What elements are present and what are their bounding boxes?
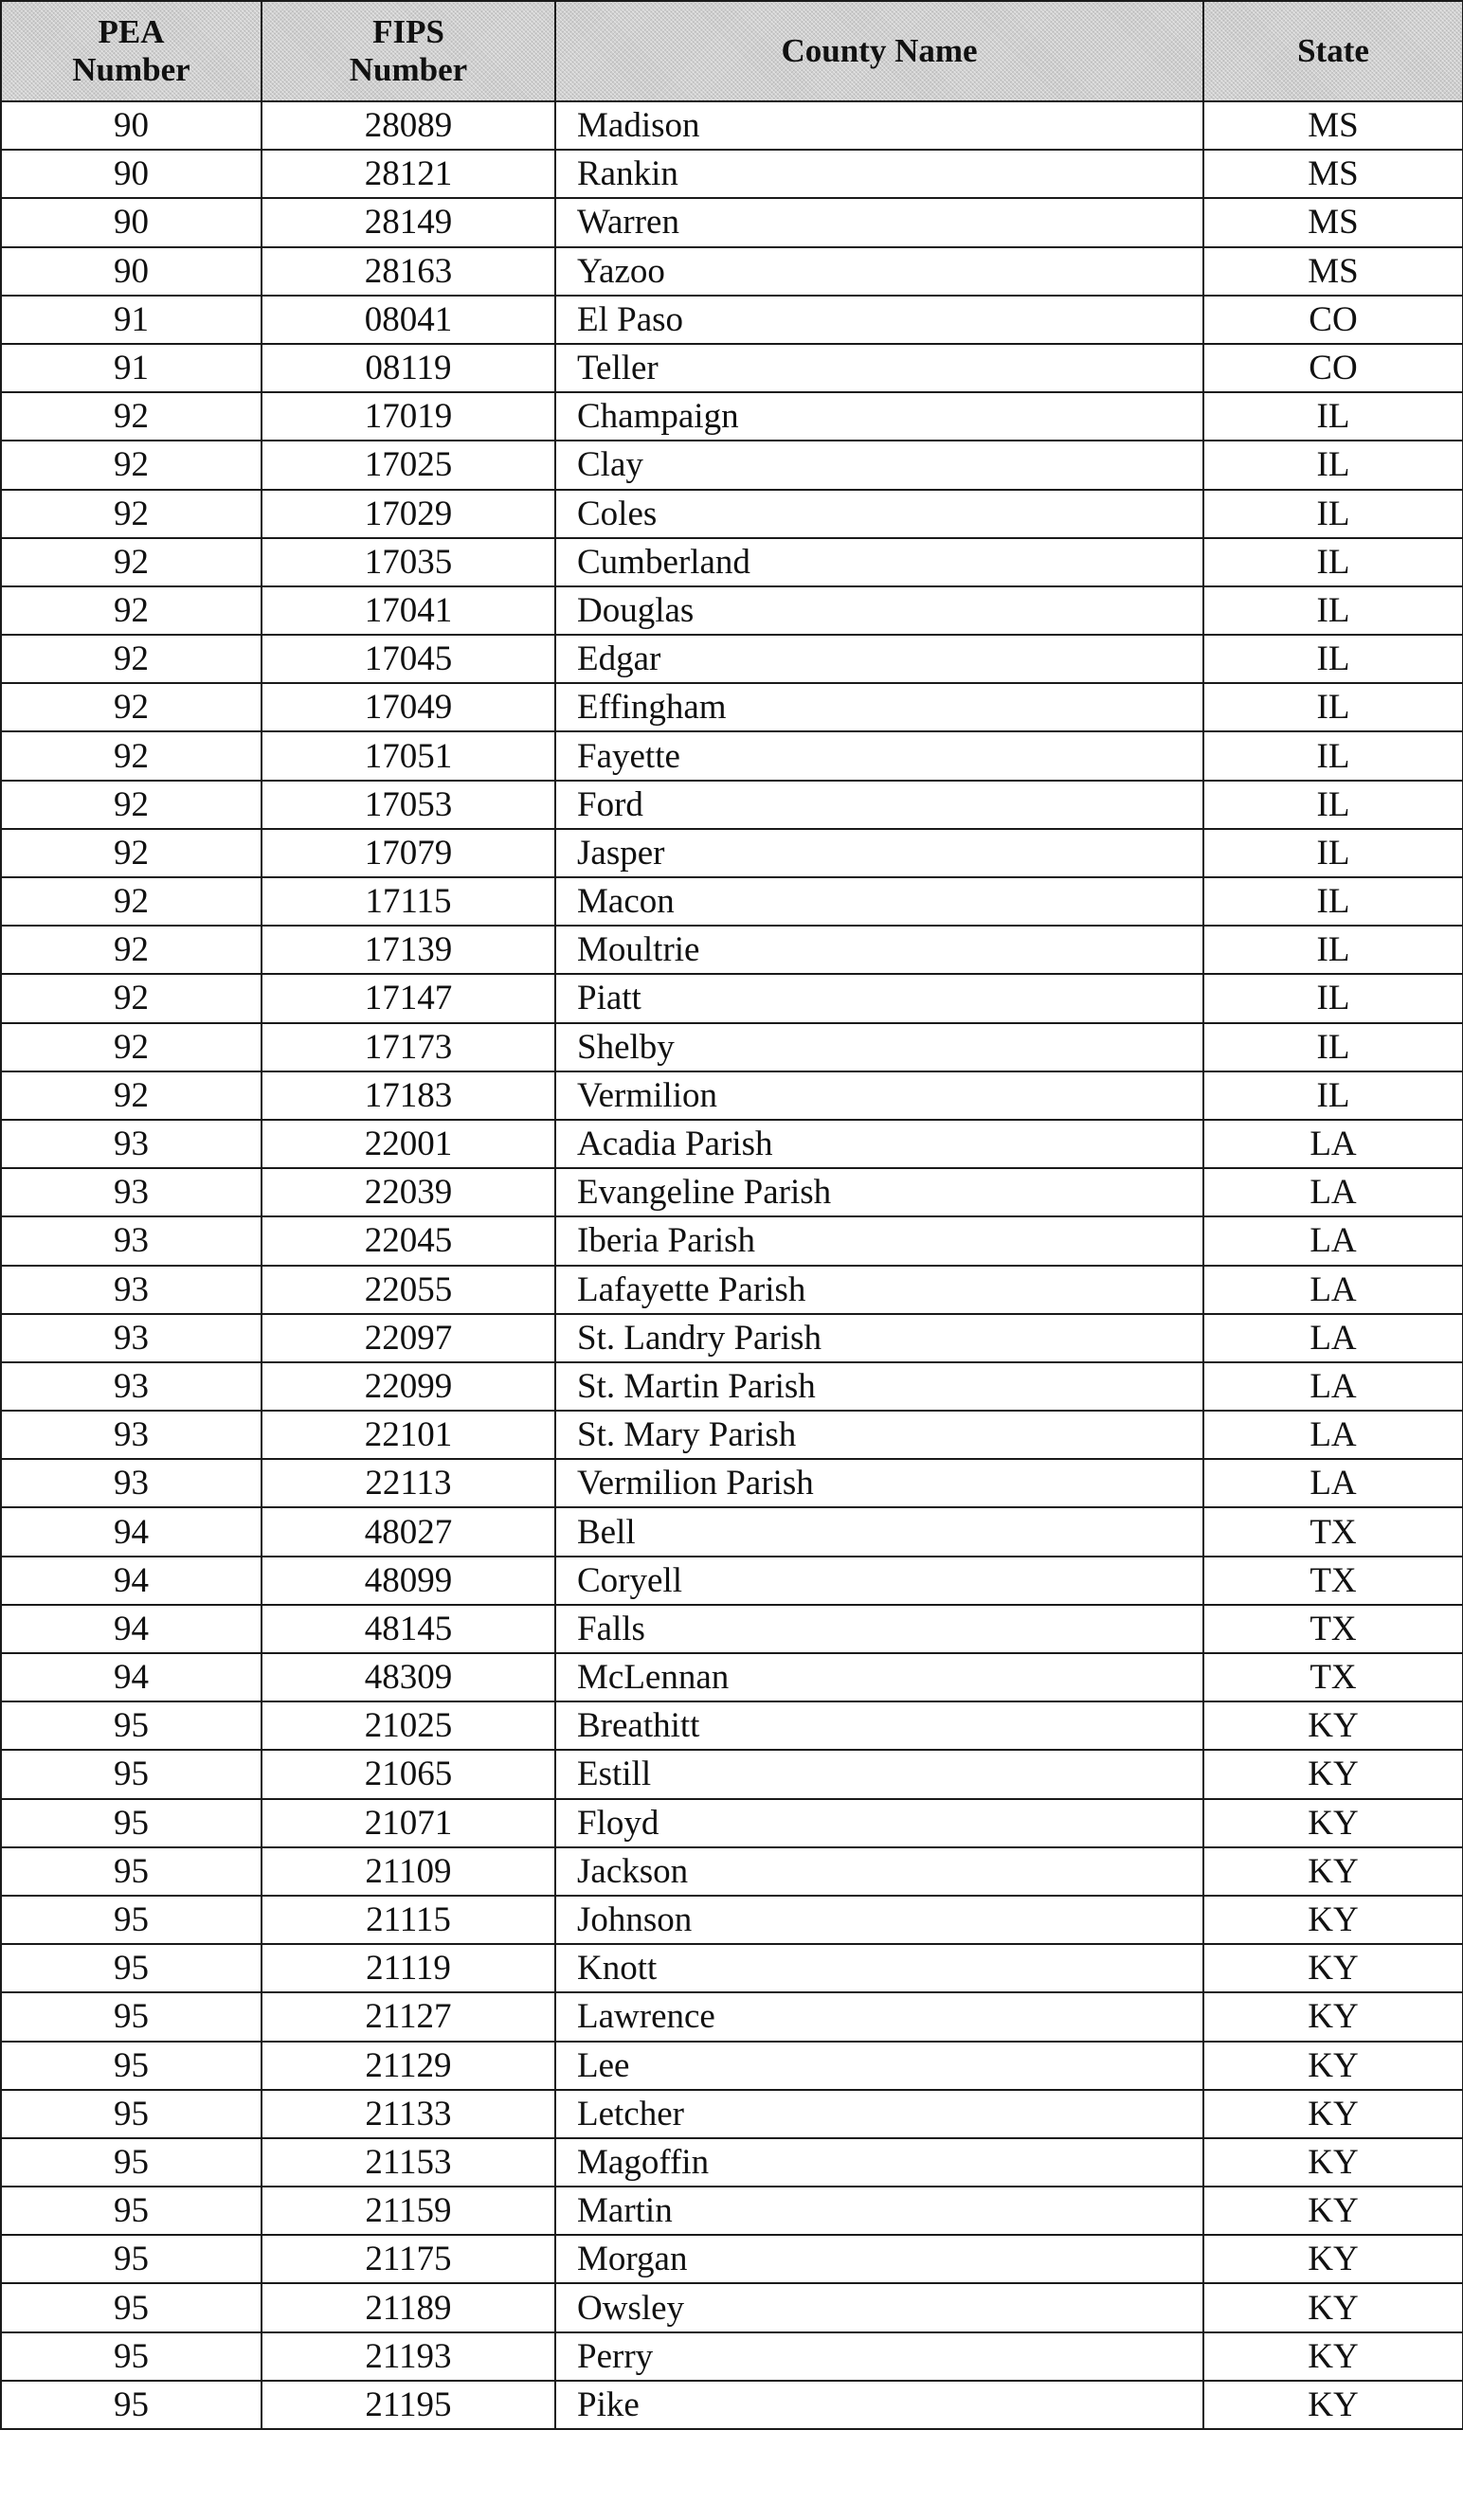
cell-pea-number: 95 [1,2332,262,2381]
cell-fips-number: 22001 [262,1120,555,1168]
cell-state: IL [1203,731,1463,780]
cell-county-name: Yazoo [555,247,1203,296]
cell-state: IL [1203,877,1463,926]
cell-fips-number: 21115 [262,1896,555,1944]
table-row [1,877,1463,926]
table-row [1,586,1463,635]
cell-fips-number: 28121 [262,150,555,198]
cell-pea-number: 93 [1,1266,262,1314]
cell-pea-number: 95 [1,2235,262,2283]
table-row [1,392,1463,441]
table-row [1,101,1463,150]
table-row [1,2381,1463,2429]
table-row [1,1216,1463,1265]
cell-fips-number: 17139 [262,926,555,974]
cell-county-name: St. Mary Parish [555,1411,1203,1459]
cell-state: KY [1203,2042,1463,2090]
cell-fips-number: 22101 [262,1411,555,1459]
cell-county-name: Rankin [555,150,1203,198]
cell-county-name: Fayette [555,731,1203,780]
table-row [1,1266,1463,1314]
table-row [1,1992,1463,2041]
cell-pea-number: 95 [1,2042,262,2090]
cell-county-name: Pike [555,2381,1203,2429]
cell-state: LA [1203,1168,1463,1216]
cell-fips-number: 21175 [262,2235,555,2283]
cell-state: IL [1203,538,1463,586]
cell-pea-number: 95 [1,2187,262,2235]
cell-county-name: El Paso [555,296,1203,344]
table-row [1,1071,1463,1120]
header-row [1,1,1463,101]
cell-state: CO [1203,344,1463,392]
cell-pea-number: 91 [1,344,262,392]
table-row [1,2138,1463,2187]
table-row [1,441,1463,489]
cell-county-name: Floyd [555,1799,1203,1847]
cell-pea-number: 94 [1,1557,262,1605]
cell-county-name: Perry [555,2332,1203,2381]
cell-fips-number: 21127 [262,1992,555,2041]
cell-county-name: St. Martin Parish [555,1362,1203,1411]
cell-county-name: Piatt [555,974,1203,1022]
cell-county-name: Vermilion [555,1071,1203,1120]
cell-county-name: Effingham [555,683,1203,731]
cell-fips-number: 21109 [262,1847,555,1896]
cell-state: IL [1203,490,1463,538]
cell-pea-number: 92 [1,635,262,683]
cell-pea-number: 95 [1,2138,262,2187]
cell-county-name: Jackson [555,1847,1203,1896]
cell-fips-number: 17079 [262,829,555,877]
cell-pea-number: 92 [1,974,262,1022]
cell-county-name: Jasper [555,829,1203,877]
cell-pea-number: 93 [1,1216,262,1265]
cell-state: KY [1203,2138,1463,2187]
table-row [1,2042,1463,2090]
cell-pea-number: 92 [1,490,262,538]
cell-fips-number: 17049 [262,683,555,731]
cell-fips-number: 21195 [262,2381,555,2429]
cell-pea-number: 95 [1,2381,262,2429]
cell-county-name: Bell [555,1507,1203,1556]
cell-county-name: Johnson [555,1896,1203,1944]
cell-pea-number: 92 [1,683,262,731]
table-row [1,247,1463,296]
cell-county-name: Teller [555,344,1203,392]
cell-fips-number: 22097 [262,1314,555,1362]
cell-fips-number: 48099 [262,1557,555,1605]
cell-pea-number: 95 [1,1992,262,2041]
cell-fips-number: 48145 [262,1605,555,1653]
cell-fips-number: 21065 [262,1750,555,1798]
header-fips-line2: Number [349,51,468,88]
table-row [1,683,1463,731]
cell-fips-number: 21159 [262,2187,555,2235]
cell-state: KY [1203,2187,1463,2235]
cell-state: IL [1203,1023,1463,1071]
cell-state: KY [1203,1992,1463,2041]
cell-pea-number: 90 [1,247,262,296]
cell-pea-number: 94 [1,1653,262,1701]
cell-county-name: Owsley [555,2283,1203,2331]
header-pea-line2: Number [72,51,190,88]
cell-fips-number: 17041 [262,586,555,635]
cell-county-name: Macon [555,877,1203,926]
cell-fips-number: 48309 [262,1653,555,1701]
cell-pea-number: 92 [1,926,262,974]
cell-county-name: Ford [555,781,1203,829]
cell-county-name: Iberia Parish [555,1216,1203,1265]
table-row [1,2332,1463,2381]
cell-county-name: Knott [555,1944,1203,1992]
cell-state: KY [1203,2235,1463,2283]
cell-state: IL [1203,441,1463,489]
cell-fips-number: 21071 [262,1799,555,1847]
cell-fips-number: 28149 [262,198,555,246]
cell-state: IL [1203,683,1463,731]
table-row [1,1362,1463,1411]
cell-county-name: Edgar [555,635,1203,683]
cell-pea-number: 93 [1,1362,262,1411]
cell-fips-number: 21189 [262,2283,555,2331]
table-row [1,150,1463,198]
cell-fips-number: 21129 [262,2042,555,2090]
cell-county-name: Letcher [555,2090,1203,2138]
cell-county-name: Coryell [555,1557,1203,1605]
cell-county-name: Lee [555,2042,1203,2090]
table-row [1,2187,1463,2235]
cell-pea-number: 95 [1,1799,262,1847]
cell-fips-number: 08041 [262,296,555,344]
table-row [1,1944,1463,1992]
table-row [1,490,1463,538]
cell-state: LA [1203,1314,1463,1362]
cell-county-name: Coles [555,490,1203,538]
cell-pea-number: 93 [1,1411,262,1459]
table-row [1,974,1463,1022]
cell-fips-number: 48027 [262,1507,555,1556]
cell-state: KY [1203,2090,1463,2138]
cell-pea-number: 92 [1,731,262,780]
cell-fips-number: 22039 [262,1168,555,1216]
table-row [1,731,1463,780]
cell-pea-number: 92 [1,441,262,489]
cell-fips-number: 28163 [262,247,555,296]
cell-fips-number: 17025 [262,441,555,489]
cell-state: IL [1203,974,1463,1022]
cell-fips-number: 21119 [262,1944,555,1992]
cell-fips-number: 21153 [262,2138,555,2187]
cell-state: IL [1203,829,1463,877]
cell-pea-number: 92 [1,829,262,877]
cell-fips-number: 28089 [262,101,555,150]
cell-fips-number: 17045 [262,635,555,683]
cell-pea-number: 95 [1,1896,262,1944]
table-row [1,2283,1463,2331]
table-row [1,829,1463,877]
table-row [1,1459,1463,1507]
cell-state: MS [1203,150,1463,198]
cell-fips-number: 21025 [262,1701,555,1750]
cell-county-name: Lawrence [555,1992,1203,2041]
cell-pea-number: 90 [1,101,262,150]
cell-pea-number: 92 [1,538,262,586]
cell-county-name: Acadia Parish [555,1120,1203,1168]
cell-state: LA [1203,1216,1463,1265]
table-row [1,1168,1463,1216]
cell-state: KY [1203,2381,1463,2429]
cell-fips-number: 17035 [262,538,555,586]
cell-county-name: Falls [555,1605,1203,1653]
table-row [1,1750,1463,1798]
table-row [1,781,1463,829]
cell-county-name: McLennan [555,1653,1203,1701]
table-row [1,1653,1463,1701]
cell-fips-number: 22045 [262,1216,555,1265]
cell-pea-number: 92 [1,586,262,635]
cell-state: MS [1203,101,1463,150]
cell-fips-number: 17115 [262,877,555,926]
cell-county-name: Douglas [555,586,1203,635]
cell-state: KY [1203,1944,1463,1992]
cell-pea-number: 95 [1,1944,262,1992]
table-row [1,344,1463,392]
cell-pea-number: 95 [1,1847,262,1896]
cell-state: CO [1203,296,1463,344]
cell-state: IL [1203,781,1463,829]
table-row [1,1023,1463,1071]
cell-county-name: Morgan [555,2235,1203,2283]
cell-pea-number: 92 [1,392,262,441]
cell-fips-number: 21133 [262,2090,555,2138]
cell-pea-number: 93 [1,1168,262,1216]
cell-state: LA [1203,1120,1463,1168]
cell-county-name: Vermilion Parish [555,1459,1203,1507]
cell-county-name: Madison [555,101,1203,150]
cell-pea-number: 91 [1,296,262,344]
cell-fips-number: 22113 [262,1459,555,1507]
cell-state: IL [1203,1071,1463,1120]
cell-county-name: Estill [555,1750,1203,1798]
cell-pea-number: 93 [1,1120,262,1168]
cell-pea-number: 94 [1,1507,262,1556]
table-row [1,1507,1463,1556]
cell-pea-number: 95 [1,2090,262,2138]
cell-pea-number: 90 [1,198,262,246]
cell-state: KY [1203,1896,1463,1944]
cell-pea-number: 94 [1,1605,262,1653]
table-row [1,1799,1463,1847]
cell-state: LA [1203,1362,1463,1411]
cell-fips-number: 17029 [262,490,555,538]
header-fips-number [262,1,555,101]
cell-fips-number: 08119 [262,344,555,392]
cell-state: TX [1203,1653,1463,1701]
cell-state: TX [1203,1507,1463,1556]
cell-county-name: Evangeline Parish [555,1168,1203,1216]
cell-county-name: Magoffin [555,2138,1203,2187]
cell-pea-number: 95 [1,1750,262,1798]
cell-pea-number: 95 [1,2283,262,2331]
table-row [1,1847,1463,1896]
cell-fips-number: 17147 [262,974,555,1022]
table-header [1,1,1463,101]
header-pea-line1: PEA [98,13,165,50]
cell-pea-number: 90 [1,150,262,198]
cell-pea-number: 92 [1,781,262,829]
cell-state: KY [1203,2332,1463,2381]
cell-fips-number: 22099 [262,1362,555,1411]
header-state: State [1203,1,1463,101]
cell-state: MS [1203,247,1463,296]
cell-county-name: Warren [555,198,1203,246]
table-row [1,1605,1463,1653]
cell-fips-number: 17183 [262,1071,555,1120]
cell-state: KY [1203,1799,1463,1847]
table-row [1,1896,1463,1944]
cell-state: TX [1203,1557,1463,1605]
cell-county-name: St. Landry Parish [555,1314,1203,1362]
table-row [1,1411,1463,1459]
table-row [1,926,1463,974]
table-row [1,538,1463,586]
cell-fips-number: 17053 [262,781,555,829]
cell-pea-number: 92 [1,1023,262,1071]
table-row [1,198,1463,246]
cell-county-name: Martin [555,2187,1203,2235]
table-row [1,1314,1463,1362]
cell-state: LA [1203,1459,1463,1507]
table-row [1,1120,1463,1168]
cell-pea-number: 93 [1,1314,262,1362]
cell-state: KY [1203,1750,1463,1798]
table-row [1,635,1463,683]
cell-state: IL [1203,635,1463,683]
cell-state: IL [1203,392,1463,441]
cell-county-name: Champaign [555,392,1203,441]
cell-state: TX [1203,1605,1463,1653]
cell-county-name: Cumberland [555,538,1203,586]
cell-state: LA [1203,1266,1463,1314]
table-row [1,2235,1463,2283]
cell-county-name: Moultrie [555,926,1203,974]
cell-state: IL [1203,586,1463,635]
header-fips-line1: FIPS [372,13,444,50]
cell-state: LA [1203,1411,1463,1459]
cell-fips-number: 17051 [262,731,555,780]
cell-county-name: Lafayette Parish [555,1266,1203,1314]
cell-state: KY [1203,1701,1463,1750]
cell-pea-number: 95 [1,1701,262,1750]
cell-fips-number: 17019 [262,392,555,441]
table-row [1,2090,1463,2138]
header-county-name: County Name [555,1,1203,101]
header-pea-number [1,1,262,101]
cell-county-name: Clay [555,441,1203,489]
table-body [1,101,1463,2429]
table-row [1,1701,1463,1750]
cell-county-name: Breathitt [555,1701,1203,1750]
cell-pea-number: 92 [1,877,262,926]
cell-state: IL [1203,926,1463,974]
cell-state: KY [1203,1847,1463,1896]
cell-fips-number: 21193 [262,2332,555,2381]
table-row [1,296,1463,344]
cell-fips-number: 17173 [262,1023,555,1071]
cell-county-name: Shelby [555,1023,1203,1071]
cell-pea-number: 92 [1,1071,262,1120]
cell-pea-number: 93 [1,1459,262,1507]
cell-state: MS [1203,198,1463,246]
cell-fips-number: 22055 [262,1266,555,1314]
cell-state: KY [1203,2283,1463,2331]
table-row [1,1557,1463,1605]
